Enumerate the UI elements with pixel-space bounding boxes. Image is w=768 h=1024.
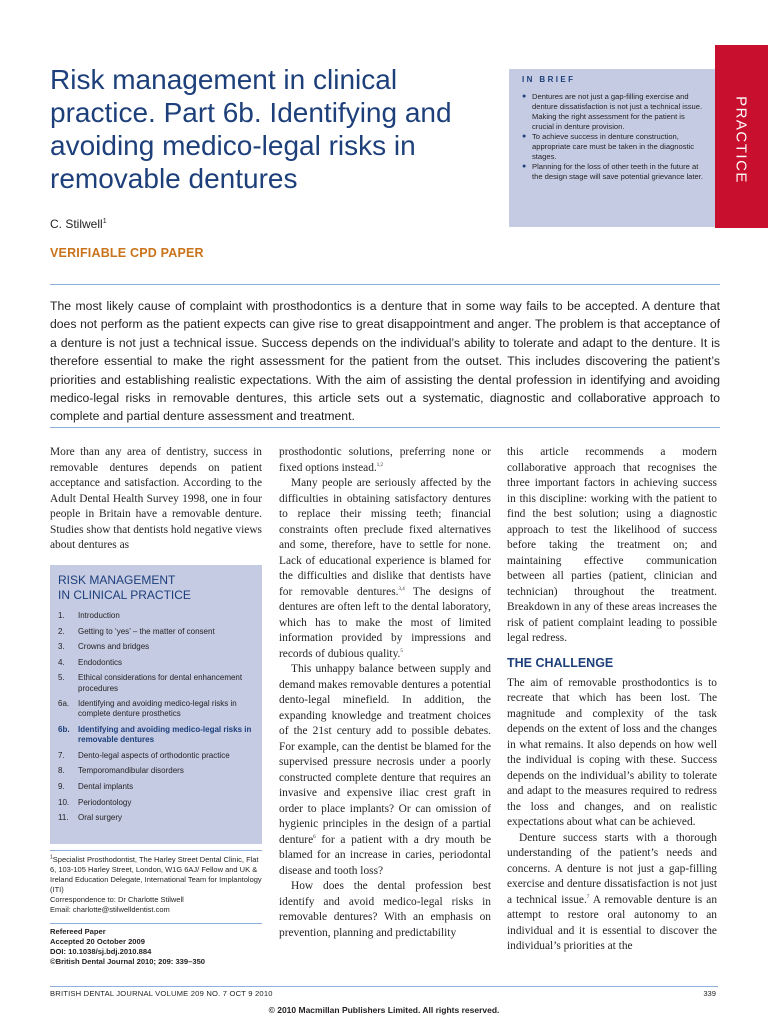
- body-paragraph: How does the dental profession best identify and avoid medico-legal risks in removable dentures? With an emphasis on prevention, planning and predictability: [279, 880, 491, 939]
- series-list: [58, 611, 254, 823]
- in-brief-list: [522, 92, 705, 182]
- series-box: [50, 565, 262, 844]
- series-item-text: Oral surgery: [78, 813, 123, 823]
- correspondence: Correspondence to: Dr Charlotte Stilwell: [50, 895, 184, 904]
- series-item-number: 2.: [58, 626, 65, 636]
- text-run: for a patient with a dry mouth be blamed for an increase in caries, periodontal disease and tooth loss?: [279, 833, 491, 877]
- author-ref: 1: [102, 218, 107, 225]
- series-item-number: 5.: [58, 673, 65, 683]
- bullet-icon: ●: [522, 163, 527, 170]
- citation-ref: 5: [400, 648, 403, 654]
- series-item-number: 4.: [58, 657, 65, 667]
- series-item-number: 9.: [58, 781, 65, 791]
- section-heading: THE CHALLENGE: [507, 655, 614, 670]
- body-paragraph: More than any area of dentistry, success in removable dentures depends on patient acceptance and satisfaction. According to the Adult Dental Health Survey 1998, one in four people in Britain have a removable denture. Studies show that dentists hold negative views about dentures as: [50, 446, 262, 551]
- series-item-number: 11.: [58, 813, 69, 823]
- series-item: [58, 611, 254, 621]
- series-item-text: Ethical considerations for dental enhancement procedures: [78, 673, 243, 693]
- text-run: prosthodontic solutions, preferring none or fixed options instead.: [279, 446, 491, 474]
- series-item-text: Getting to ‘yes’ – the matter of consent: [78, 626, 215, 636]
- divider: [50, 986, 718, 987]
- copyright-notice: © 2010 Macmillan Publishers Limited. All rights reserved.: [268, 1005, 500, 1015]
- bullet-icon: ●: [522, 93, 527, 100]
- series-item: [58, 766, 254, 776]
- series-item-number: 10.: [58, 797, 70, 807]
- body-paragraph: [507, 831, 717, 955]
- body-paragraph: The aim of removable prosthodontics is to recreate that which has been lost. The magnitude and complexity of the task depends on the extent of loss and the changes in what remains. It also depends on how well the individual is coping with these. Success depends on the individual’s ability to tolerate and adapt to the measures required to redress the loss and changes, and on realistic expectations about what can be achieved.: [507, 676, 717, 828]
- series-item: [58, 798, 254, 808]
- author-name: C. Stilwell: [50, 217, 103, 231]
- text-run: Many people are seriously affected by the difficulties in obtaining satisfactory dentures to replace their missing teeth; financial constraints often preclude fixed alternatives and some, therefore, have to settle for none. Lack of educational experience is blamed for the difficulties and dislike that dentists have for removable dentures.: [279, 477, 491, 598]
- series-item-number: 3.: [58, 642, 65, 652]
- text-run: A removable denture is an attempt to restore oral autonomy to an individual and it is essential to discover the individual’s priorities at the: [507, 893, 718, 952]
- series-box-title: [58, 573, 254, 603]
- referee-line: DOI: 10.1038/sj.bdj.2010.884: [50, 947, 152, 956]
- bullet-icon: ●: [522, 133, 527, 140]
- series-item-text: Endodontics: [78, 657, 123, 667]
- citation-ref: 1,2: [376, 462, 384, 468]
- in-brief-box: [509, 69, 715, 227]
- series-item-number: 8.: [58, 766, 65, 776]
- in-brief-item: [522, 132, 705, 162]
- series-item-text: Periodontology: [78, 797, 132, 807]
- divider: [50, 284, 720, 285]
- citation-ref: 6: [313, 834, 316, 840]
- text-run: Denture success starts with a thorough understanding of the patient’s needs and concerns. A denture is not just a gap-filling exercise and denture dissatisfaction is not just a technical issue.: [507, 831, 717, 906]
- series-item-text: Dental implants: [78, 781, 134, 791]
- series-item-number: 1.: [58, 611, 65, 620]
- body-column-2: [279, 445, 491, 941]
- series-item-number: 6b.: [58, 724, 70, 734]
- series-item-text: Identifying and avoiding medico-legal risks in removable dentures: [78, 724, 252, 745]
- series-title-line: RISK MANAGEMENT: [58, 573, 176, 587]
- section-tab: [715, 45, 768, 228]
- affiliation-note: [50, 855, 262, 915]
- series-item-text: Crowns and bridges: [78, 642, 150, 652]
- page-number: 339: [703, 989, 716, 998]
- email: Email: charlotte@stilwelldentist.com: [50, 905, 170, 914]
- series-item: [58, 813, 254, 823]
- series-item: [58, 751, 254, 761]
- series-item-text: Introduction: [78, 611, 120, 620]
- journal-issue: VOLUME 209 NO. 7 OCT 9 2010: [155, 989, 273, 998]
- citation-ref: 3,4: [398, 586, 405, 592]
- series-item: [58, 782, 254, 792]
- abstract: The most likely cause of complaint with prosthodontics is a denture that in some way fails to be accepted. A denture that does not perform as the patient expects can give rise to great disappointment and anger. The problem is that acceptance of a denture is not just a technical issue. Success depends on the individual’s ability to tolerate and adapt to the denture. It is therefore essential to make the right assessment for the patient from the outset. This includes discovering the patient’s priorities and establishing realistic expectations. With the aim of assisting the dental profession in identifying and avoiding medico-legal risks in removable dentures, this article sets out a systematic, diagnostic and collaborative approach to complete and partial denture assessment and treatment.: [50, 299, 720, 424]
- in-brief-item: [522, 92, 705, 132]
- author-line: [50, 217, 107, 231]
- cpd-label: VERIFIABLE CPD PAPER: [50, 246, 204, 260]
- text-run: The designs of dentures are often left to the dental laboratory, which has to make the most of limited information provided by impressions and records of dubious quality.: [279, 585, 491, 660]
- divider: [50, 850, 262, 851]
- series-item-text: Identifying and avoiding medico-legal risks in complete denture prosthetics: [78, 699, 237, 719]
- in-brief-text: Planning for the loss of other teeth in the future at the design stage will save potential grievance later.: [532, 162, 703, 181]
- article-title: Risk management in clinical practice. Part 6b. Identifying and avoiding medico-legal risks in removable dentures: [50, 64, 452, 194]
- series-title-line: IN CLINICAL PRACTICE: [58, 588, 191, 602]
- series-item: [58, 699, 254, 719]
- series-item: [58, 627, 254, 637]
- body-paragraph: [279, 445, 491, 476]
- affiliation-text: [50, 855, 262, 895]
- in-brief-text: To achieve success in denture construction, appropriate care must be taken in the diagnostic stages.: [532, 132, 695, 161]
- footer-journal: [50, 989, 273, 998]
- series-item: [58, 658, 254, 668]
- referee-info: [50, 927, 262, 967]
- divider: [50, 427, 720, 428]
- body-paragraph: this article recommends a modern collaborative approach that recognises the three important factors in achieving success in this discipline: working with the patient to find the best solution; using a diagnostic approach to test the likelihood of success before taking the treatment on; and maintaining effective communication between all parties (patient, clinician and technician) throughout the treatment. Breakdown in any of these areas increases the risk of patient complaint leading to possible legal redress.: [507, 446, 717, 644]
- divider: [50, 923, 262, 924]
- series-item: [58, 642, 254, 652]
- affiliation-body: Specialist Prosthodontist, The Harley Street Dental Clinic, Flat 6, 103-105 Harley Street, London, W1G 6AJ/ Fellow and UK & Ireland Education Delegate, International Team for Implantology (ITI): [50, 855, 262, 894]
- in-brief-heading: IN BRIEF: [522, 75, 576, 84]
- referee-line: Accepted 20 October 2009: [50, 937, 145, 946]
- series-item: [58, 725, 254, 745]
- text-run: This unhappy balance between supply and demand makes removable dentures a potential dento-legal minefield. In addition, the expanding knowledge and treatment choices of the 21st century add to possible debates. For example, can the dentist be blamed for the supervised pressure necrosis under a poorly constructed complete denture that requires an invasive and expensive iliac crest graft in order to place implants? Or can omission of hygienic principles in the design of a partial denture: [279, 663, 491, 846]
- affiliation-ref: 1: [50, 854, 53, 861]
- series-item-number: 6a.: [58, 699, 70, 709]
- referee-line: ©British Dental Journal 2010; 209: 339–350: [50, 957, 206, 966]
- journal-name: BRITISH DENTAL JOURNAL: [50, 989, 153, 998]
- series-item-text: Dento-legal aspects of orthodontic practice: [78, 750, 230, 760]
- section-tab-label: PRACTICE: [732, 96, 750, 184]
- in-brief-text: Dentures are not just a gap-filling exercise and denture dissatisfaction is not just a technical issue. Making the right assessment for the patient is crucial in denture provision.: [532, 92, 703, 131]
- in-brief-item: [522, 162, 705, 182]
- body-column-1: [50, 445, 262, 554]
- series-item-text: Temporomandibular disorders: [78, 766, 184, 776]
- series-item-number: 7.: [58, 750, 65, 760]
- body-column-3: [507, 445, 717, 955]
- referee-line: Refereed Paper: [50, 927, 106, 936]
- citation-ref: 7: [586, 894, 590, 900]
- series-item: [58, 673, 254, 693]
- body-paragraph: [279, 662, 491, 879]
- body-paragraph: [279, 476, 491, 662]
